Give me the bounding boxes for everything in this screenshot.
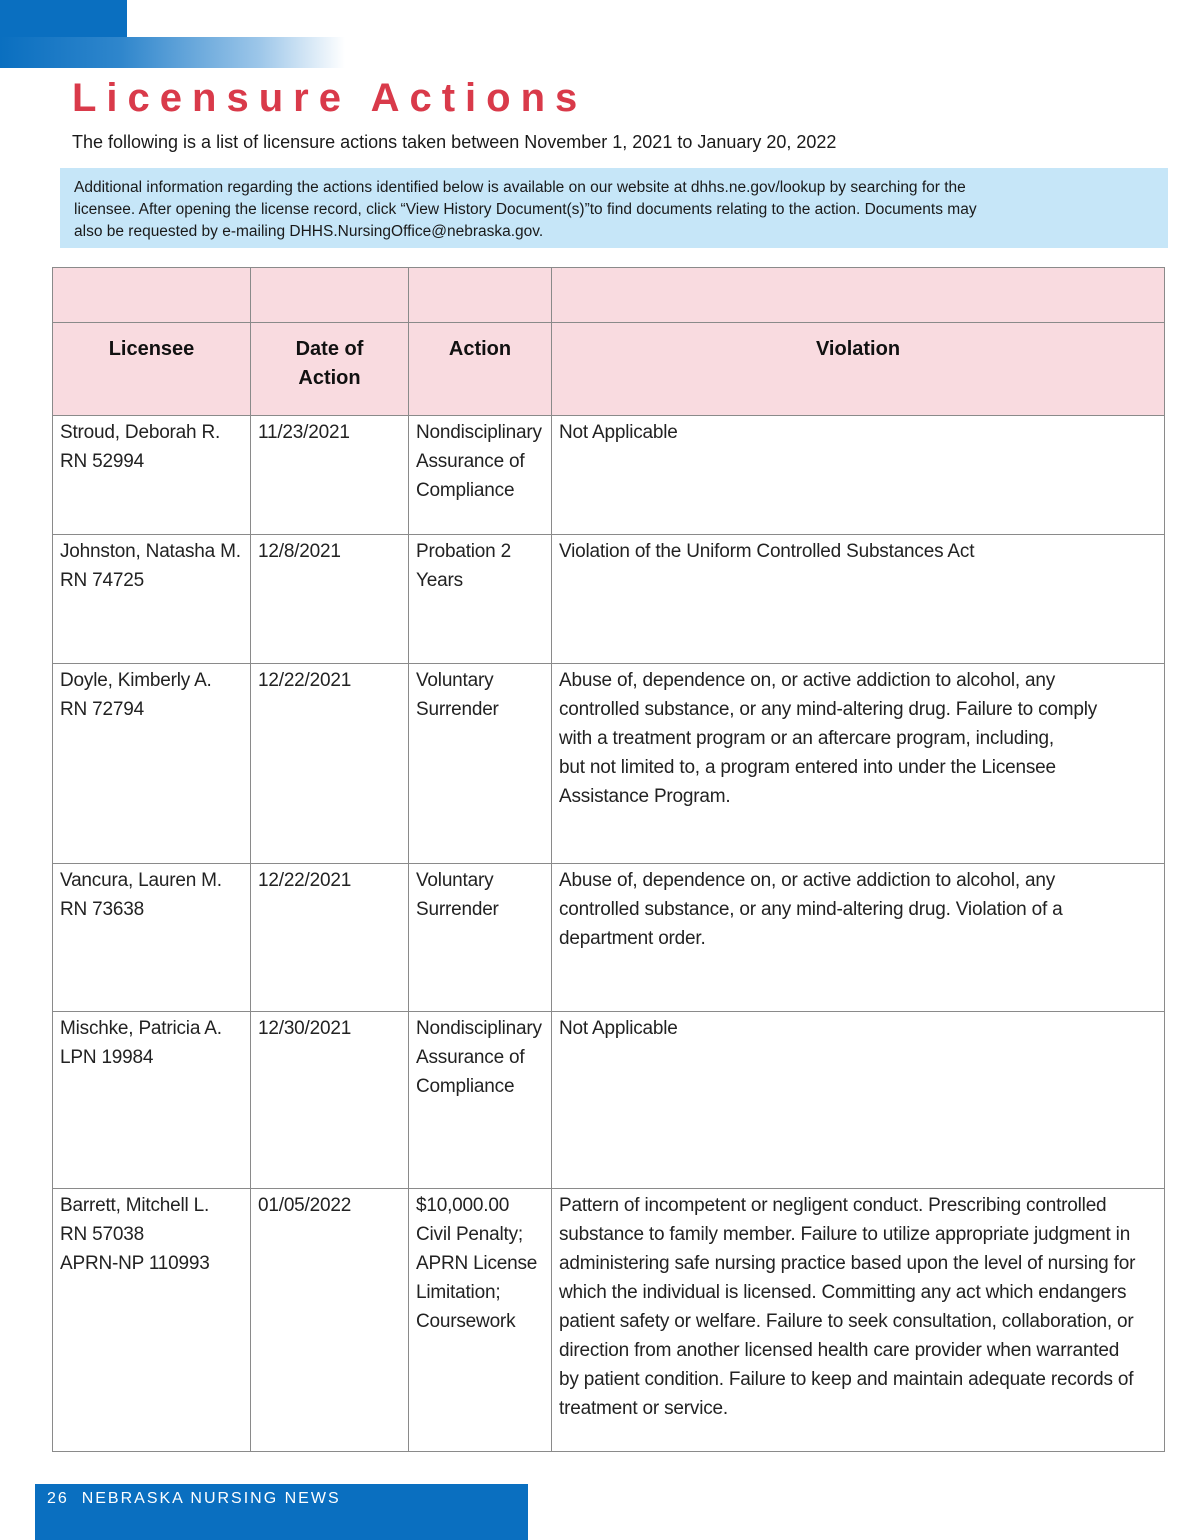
violation-cell	[552, 416, 1165, 535]
licensee-cell-line: Johnston, Natasha M.	[60, 541, 241, 562]
licensee-cell-line: RN 52994	[60, 451, 144, 472]
date-cell-line: 12/22/2021	[258, 870, 352, 891]
action-cell	[409, 535, 552, 664]
info-box	[60, 168, 1168, 248]
date-cell-line: 12/8/2021	[258, 541, 341, 562]
violation-cell-line: patient safety or welfare. Failure to seek consultation, collaboration, or	[559, 1311, 1134, 1332]
footer-bar	[35, 1484, 528, 1540]
table-row	[53, 535, 1165, 664]
action-cell-line: Compliance	[416, 480, 515, 501]
action-cell-line: Surrender	[416, 699, 499, 720]
licensee-cell	[53, 1012, 251, 1189]
table-row	[53, 416, 1165, 535]
action-cell	[409, 864, 552, 1012]
violation-cell-line: Assistance Program.	[559, 786, 731, 807]
action-cell	[409, 416, 552, 535]
table-row	[53, 864, 1165, 1012]
action-cell-line: Nondisciplinary	[416, 422, 542, 443]
licensee-cell-line: RN 73638	[60, 899, 144, 920]
violation-cell-line: Abuse of, dependence on, or active addiction to alcohol, any	[559, 670, 1056, 691]
licensee-cell-line: RN 74725	[60, 570, 144, 591]
licensee-cell	[53, 1189, 251, 1452]
date-cell	[251, 535, 409, 664]
date-cell-line: 12/30/2021	[258, 1018, 352, 1039]
action-cell-line: Voluntary	[416, 670, 494, 691]
licensee-cell-line: Barrett, Mitchell L.	[60, 1195, 210, 1216]
action-cell-line: Assurance of	[416, 1047, 525, 1068]
action-cell-line: Probation 2	[416, 541, 511, 562]
violation-cell-line: Not Applicable	[559, 1018, 678, 1039]
page-number: 26	[47, 1490, 69, 1507]
violation-cell-line: controlled substance, or any mind-altering drug. Violation of a	[559, 899, 1063, 920]
action-cell-line: Civil Penalty;	[416, 1224, 524, 1245]
column-header-violation: Violation	[552, 323, 1165, 416]
violation-cell	[552, 1012, 1165, 1189]
column-header-action: Action	[409, 323, 552, 416]
licensee-cell	[53, 664, 251, 864]
licensee-cell-line: APRN-NP 110993	[60, 1253, 210, 1274]
licensee-cell-line: LPN 19984	[60, 1047, 154, 1068]
date-cell	[251, 1012, 409, 1189]
violation-cell-line: department order.	[559, 928, 706, 949]
intro-text: The following is a list of licensure actions taken between November 1, 2021 to January 20, 2022	[72, 132, 837, 152]
table-row	[53, 664, 1165, 864]
action-cell-line: Assurance of	[416, 451, 525, 472]
violation-cell	[552, 535, 1165, 664]
table-row	[53, 1012, 1165, 1189]
column-header-licensee: Licensee	[53, 323, 251, 416]
violation-cell-line: but not limited to, a program entered into under the Licensee	[559, 757, 1056, 778]
action-cell-line: Surrender	[416, 899, 499, 920]
date-cell	[251, 416, 409, 535]
violation-cell-line: substance to family member. Failure to utilize appropriate judgment in	[559, 1224, 1131, 1245]
violation-cell-line: which the individual is licensed. Committing any act which endangers	[559, 1282, 1127, 1303]
licensee-cell	[53, 416, 251, 535]
info-line: Additional information regarding the actions identified below is available on our website at dhhs.ne.gov/lookup by searching for the	[74, 179, 966, 196]
table-row	[53, 1189, 1165, 1452]
violation-cell-line: Violation of the Uniform Controlled Substances Act	[559, 541, 975, 562]
licensee-cell-line: RN 57038	[60, 1224, 144, 1245]
licensee-cell-line: Mischke, Patricia A.	[60, 1018, 222, 1039]
licensee-cell	[53, 535, 251, 664]
action-cell-line: Limitation;	[416, 1282, 501, 1303]
licensee-cell	[53, 864, 251, 1012]
header-gradient-bar	[0, 37, 345, 68]
page-title: Licensure Actions	[72, 76, 588, 120]
footer-text	[47, 1490, 341, 1508]
spacer-cell	[552, 268, 1165, 323]
action-cell-line: $10,000.00	[416, 1195, 510, 1216]
violation-cell	[552, 1189, 1165, 1452]
violation-cell-line: by patient condition. Failure to keep and maintain adequate records of	[559, 1369, 1134, 1390]
column-header-date	[251, 323, 409, 416]
spacer-cell	[53, 268, 251, 323]
violation-cell-line: with a treatment program or an aftercare program, including,	[559, 728, 1054, 749]
column-header-date-label: Date of Action	[295, 338, 364, 389]
date-cell	[251, 664, 409, 864]
date-cell	[251, 1189, 409, 1452]
licensee-cell-line: RN 72794	[60, 699, 144, 720]
publication-name: NEBRASKA NURSING NEWS	[81, 1490, 341, 1507]
violation-cell-line: direction from another licensed health care provider when warranted	[559, 1340, 1120, 1361]
spacer-cell	[251, 268, 409, 323]
action-cell	[409, 1189, 552, 1452]
date-cell-line: 11/23/2021	[258, 422, 350, 443]
action-cell-line: Coursework	[416, 1311, 516, 1332]
action-cell-line: APRN License	[416, 1253, 538, 1274]
licensee-cell-line: Vancura, Lauren M.	[60, 870, 222, 891]
violation-cell-line: Pattern of incompetent or negligent conduct. Prescribing controlled	[559, 1195, 1107, 1216]
date-cell-line: 12/22/2021	[258, 670, 352, 691]
licensure-actions-table	[52, 267, 1165, 1452]
spacer-cell	[409, 268, 552, 323]
date-cell	[251, 864, 409, 1012]
info-line: also be requested by e-mailing DHHS.NursingOffice@nebraska.gov.	[74, 223, 544, 240]
violation-cell	[552, 664, 1165, 864]
licensee-cell-line: Stroud, Deborah R.	[60, 422, 221, 443]
violation-cell-line: controlled substance, or any mind-altering drug. Failure to comply	[559, 699, 1098, 720]
violation-cell-line: Abuse of, dependence on, or active addiction to alcohol, any	[559, 870, 1056, 891]
action-cell-line: Nondisciplinary	[416, 1018, 542, 1039]
date-cell-line: 01/05/2022	[258, 1195, 352, 1216]
licensee-cell-line: Doyle, Kimberly A.	[60, 670, 212, 691]
action-cell-line: Years	[416, 570, 463, 591]
action-cell	[409, 664, 552, 864]
violation-cell-line: treatment or service.	[559, 1398, 728, 1419]
table-spacer-row	[53, 268, 1165, 323]
action-cell	[409, 1012, 552, 1189]
violation-cell-line: administering safe nursing practice based upon the level of nursing for	[559, 1253, 1136, 1274]
violation-cell-line: Not Applicable	[559, 422, 678, 443]
info-line: licensee. After opening the license record, click “View History Document(s)”to find documents relating to the action. Documents may	[74, 201, 977, 218]
table-header-row	[53, 323, 1165, 416]
violation-cell	[552, 864, 1165, 1012]
action-cell-line: Voluntary	[416, 870, 494, 891]
action-cell-line: Compliance	[416, 1076, 515, 1097]
